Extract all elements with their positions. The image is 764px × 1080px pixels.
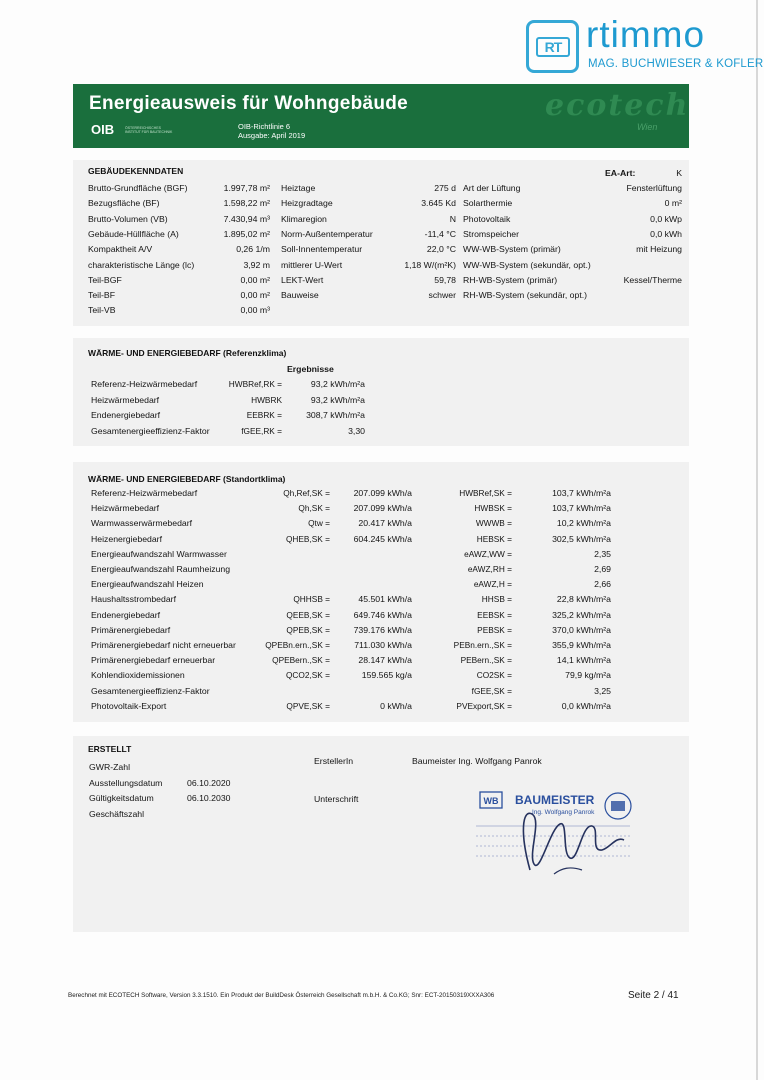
site-symbol-absolute: QPEBn.ern.,SK = [265, 640, 330, 650]
building-data-value: 3,92 m [243, 259, 270, 270]
building-data-value: -11,4 °C [424, 228, 456, 239]
site-symbol-specific: HWBSK = [474, 503, 512, 514]
building-data-value: 0,00 m³ [240, 305, 270, 316]
building-data-value: 59,78 [434, 274, 456, 285]
site-value-absolute: 28.147 kWh/a [358, 655, 412, 666]
site-value-absolute: 711.030 kWh/a [354, 640, 412, 650]
building-data-label: Brutto-Grundfläche (BGF) [88, 183, 188, 193]
stamp-name: Ing. Wolfgang Panrok [532, 809, 595, 816]
site-label: Energieaufwandszahl Raumheizung [91, 564, 231, 574]
svg-text:WB: WB [483, 796, 499, 806]
reference-label: Gesamtenergieeffizienz-Faktor [91, 425, 210, 436]
reference-label: Heizwärmebedarf [91, 394, 160, 405]
site-value-specific: 22,8 kWh/m²a [556, 594, 611, 605]
site-symbol-absolute: Qh,Ref,SK = [283, 488, 330, 498]
site-label: Gesamtenergieeffizienz-Faktor [91, 685, 210, 696]
issued-label: Ausstellungsdatum [89, 777, 163, 788]
site-label: Photovoltaik-Export [91, 700, 167, 711]
stamp-title: BAUMEISTER [515, 793, 595, 807]
site-value-specific: 370,0 kWh/m²a [552, 624, 611, 635]
site-symbol-absolute: QHHSB = [293, 594, 330, 605]
site-value-absolute: 604.245 kWh/a [353, 533, 412, 544]
site-value-specific: 10,2 kWh/m²a [556, 518, 611, 529]
site-value-absolute: 20.417 kWh/a [358, 518, 412, 529]
site-value-absolute: 739.176 kWh/a [353, 624, 412, 635]
ecotech-brand: ecotech [545, 88, 689, 123]
reference-symbol: fGEE,RK = [241, 425, 282, 436]
logo-name: rtimmo [586, 14, 706, 55]
site-symbol-absolute: QEEB,SK = [286, 609, 330, 620]
building-data-label: Teil-BGF [88, 274, 122, 285]
stamp-and-signature [470, 774, 640, 884]
site-value-specific: 2,35 [594, 548, 611, 559]
site-value-specific: 0,0 kWh/m²a [561, 700, 611, 711]
reference-symbol: EEBRK = [246, 410, 282, 420]
building-data-label: Art der Lüftung [463, 183, 521, 193]
reference-symbol: HWBRK [251, 394, 282, 405]
site-symbol-specific: CO2SK = [476, 670, 512, 681]
site-symbol-absolute: QPEB,SK = [286, 624, 330, 635]
site-symbol-specific: PEBSK = [477, 624, 512, 635]
site-value-absolute: 649.746 kWh/a [353, 609, 412, 620]
site-climate-section [73, 462, 689, 722]
oib-logo-subtext: ÖSTERREICHISCHES INSTITUT FÜR BAUTECHNIK [125, 126, 173, 134]
site-symbol-specific: PEBn.ern.,SK = [453, 640, 512, 650]
site-symbol-absolute: Qh,SK = [298, 503, 330, 514]
building-data-value: 0,0 kWp [650, 213, 682, 224]
site-value-specific: 325,2 kWh/m²a [552, 609, 611, 620]
issued-title: ERSTELLT [88, 744, 132, 754]
site-value-specific: 103,7 kWh/m²a [552, 488, 611, 498]
building-data-label: Stromspeicher [463, 228, 520, 239]
site-symbol-absolute: QPEBern.,SK = [272, 655, 330, 666]
building-data-label: LEKT-Wert [281, 274, 324, 285]
site-label: Primärenergiebedarf erneuerbar [91, 655, 216, 666]
site-label: Haushaltsstrombedarf [91, 594, 176, 605]
site-label: Kohlendioxidemissionen [91, 670, 185, 681]
building-data-value: 0,00 m² [240, 290, 270, 301]
building-data-value: 1.895,02 m² [223, 228, 270, 239]
issued-value: 06.10.2030 [187, 793, 231, 803]
building-data-value: 275 d [434, 183, 456, 193]
site-climate-title: WÄRME- UND ENERGIEBEDARF (Standortklima) [88, 474, 286, 484]
reference-value: 93,2 kWh/m²a [310, 379, 365, 389]
building-data-label: Gebäude-Hüllfläche (A) [88, 228, 179, 239]
site-symbol-absolute: QHEB,SK = [285, 533, 330, 544]
site-symbol-specific: eAWZ,RH = [467, 564, 512, 574]
site-symbol-specific: HHSB = [481, 594, 512, 605]
site-value-absolute: 0 kWh/a [380, 700, 412, 711]
building-data-value: 1.997,78 m² [223, 183, 270, 193]
logo-subtitle: MAG. BUCHWIESER & KOFLER [588, 58, 764, 70]
building-data-value: 1,18 W/(m²K) [404, 259, 456, 270]
site-value-specific: 3,25 [594, 685, 611, 696]
building-data-label: Solarthermie [463, 198, 513, 209]
building-data-label: charakteristische Länge (lc) [88, 259, 195, 270]
building-data-label: Heizgradtage [281, 198, 333, 209]
site-value-specific: 2,69 [594, 564, 611, 574]
reference-symbol: HWBRef,RK = [228, 379, 282, 389]
building-data-value: mit Heizung [636, 244, 682, 255]
reference-value: 93,2 kWh/m²a [310, 394, 365, 405]
site-symbol-specific: eAWZ,WW = [464, 548, 512, 559]
site-label: Heizwärmebedarf [91, 503, 160, 514]
site-symbol-specific: HEBSK = [476, 533, 512, 544]
issued-value: 06.10.2020 [187, 777, 231, 788]
site-value-specific: 302,5 kWh/m²a [552, 533, 611, 544]
building-data-label: Photovoltaik [463, 213, 511, 224]
building-data-label: WW-WB-System (primär) [463, 244, 561, 255]
site-label: Primärenergiebedarf nicht erneuerbar [91, 640, 236, 650]
site-symbol-absolute: QPVE,SK = [286, 700, 330, 711]
ecotech-brand-sub: Wien [637, 122, 658, 132]
site-symbol-specific: HWBRef,SK = [459, 488, 512, 498]
building-data-value: Fensterlüftung [626, 183, 682, 193]
building-data-label: Soll-Innentemperatur [281, 244, 363, 255]
site-label: Referenz-Heizwärmebedarf [91, 488, 198, 498]
site-label: Energieaufwandszahl Heizen [91, 579, 204, 590]
site-label: Warmwasserwärmebedarf [91, 518, 193, 529]
building-data-label: Kompaktheit A/V [88, 244, 153, 255]
building-data-value: N [449, 213, 456, 224]
building-data-value: 0 m² [664, 198, 682, 209]
reference-value: 3,30 [348, 425, 365, 436]
building-data-label: Teil-VB [88, 305, 116, 316]
scan-edge [756, 0, 758, 1080]
issued-label: Geschäftszahl [89, 808, 145, 819]
site-symbol-absolute: QCO2,SK = [285, 670, 330, 681]
site-value-specific: 79,9 kg/m²a [565, 670, 611, 681]
issued-label: GWR-Zahl [89, 762, 131, 772]
reference-climate-title: WÄRME- UND ENERGIEBEDARF (Referenzklima) [88, 348, 287, 358]
results-heading: Ergebnisse [287, 364, 334, 374]
site-label: Primärenergiebedarf [91, 624, 171, 635]
rtimmo-logo [526, 14, 764, 76]
site-value-absolute: 159.565 kg/a [361, 670, 412, 681]
site-value-specific: 2,66 [594, 579, 611, 590]
site-label: Endenergiebedarf [91, 609, 161, 620]
page-number: Seite 2 / 41 [628, 990, 679, 1001]
building-data-title: GEBÄUDEKENNDATEN [88, 166, 184, 176]
site-symbol-specific: WWWB = [475, 518, 512, 529]
building-data-label: Teil-BF [88, 290, 116, 301]
footer-software-note: Berechnet mit ECOTECH Software, Version 3.3.1510. Ein Produkt der BuildDesk Österreich Gesellschaft m.b.H. & Co.KG; Snr: ECT-20150319XXXA306 [68, 992, 495, 999]
ea-type-value: K [676, 168, 682, 178]
site-label: Energieaufwandszahl Warmwasser [91, 548, 227, 559]
building-data-label: RH-WB-System (primär) [463, 274, 558, 285]
site-symbol-specific: PEBern.,SK = [460, 655, 512, 666]
site-symbol-specific: PVExport,SK = [456, 700, 512, 711]
building-data-label: Heiztage [281, 183, 316, 193]
site-value-absolute: 45.501 kWh/a [358, 594, 412, 605]
ea-type-label: EA-Art: [605, 168, 636, 178]
reference-label: Referenz-Heizwärmebedarf [91, 379, 198, 389]
building-data-value: 0,00 m² [240, 274, 270, 285]
site-value-specific: 103,7 kWh/m²a [552, 503, 611, 514]
logo-letters: RT [536, 37, 570, 57]
signature-label: Unterschrift [314, 794, 359, 804]
site-value-absolute: 207.099 kWh/a [353, 503, 412, 514]
oib-logo: OIB [91, 122, 115, 137]
building-data-label: RH-WB-System (sekundär, opt.) [463, 290, 588, 301]
site-symbol-specific: eAWZ,H = [473, 579, 512, 590]
building-data-label: Brutto-Volumen (VB) [88, 213, 168, 224]
certificate-title: Energieausweis für Wohngebäude [89, 93, 409, 114]
issued-label: Gültigkeitsdatum [89, 793, 154, 803]
building-data-value: 1.598,22 m² [223, 198, 270, 209]
site-value-specific: 14,1 kWh/m²a [556, 655, 611, 666]
building-data-value: Kessel/Therme [623, 274, 682, 285]
building-data-label: mittlerer U-Wert [281, 259, 343, 270]
reference-label: Endenergiebedarf [91, 410, 161, 420]
site-symbol-specific: fGEE,SK = [471, 685, 512, 696]
site-value-absolute: 207.099 kWh/a [353, 488, 412, 498]
building-data-label: Klimaregion [281, 213, 327, 224]
guideline-edition: Ausgabe: April 2019 [238, 131, 306, 140]
site-symbol-specific: EEBSK = [477, 609, 512, 620]
site-value-specific: 355,9 kWh/m²a [552, 640, 611, 650]
building-data-label: Bezugsfläche (BF) [88, 198, 160, 209]
guideline-name: OIB-Richtlinie 6 [238, 122, 291, 131]
building-data-value: 0,0 kWh [650, 228, 682, 239]
building-data-value: 0,26 1/m [236, 244, 270, 255]
logo-box [526, 20, 579, 73]
certificate-header [73, 84, 689, 148]
building-data-value: schwer [428, 290, 456, 301]
guideline-info [238, 122, 305, 140]
building-data-label: Norm-Außentemperatur [281, 228, 373, 239]
building-data-label: WW-WB-System (sekundär, opt.) [463, 259, 591, 270]
building-data-label: Bauweise [281, 290, 319, 301]
site-symbol-absolute: Qtw = [308, 518, 330, 529]
creator-label: ErstellerIn [314, 756, 354, 766]
building-data-value: 3.645 Kd [421, 198, 456, 209]
site-label: Heizenergiebedarf [91, 533, 162, 544]
building-data-value: 7.430,94 m³ [223, 213, 270, 224]
reference-value: 308,7 kWh/m²a [306, 410, 365, 420]
creator-value: Baumeister Ing. Wolfgang Panrok [412, 756, 542, 766]
building-data-value: 22,0 °C [426, 244, 456, 255]
